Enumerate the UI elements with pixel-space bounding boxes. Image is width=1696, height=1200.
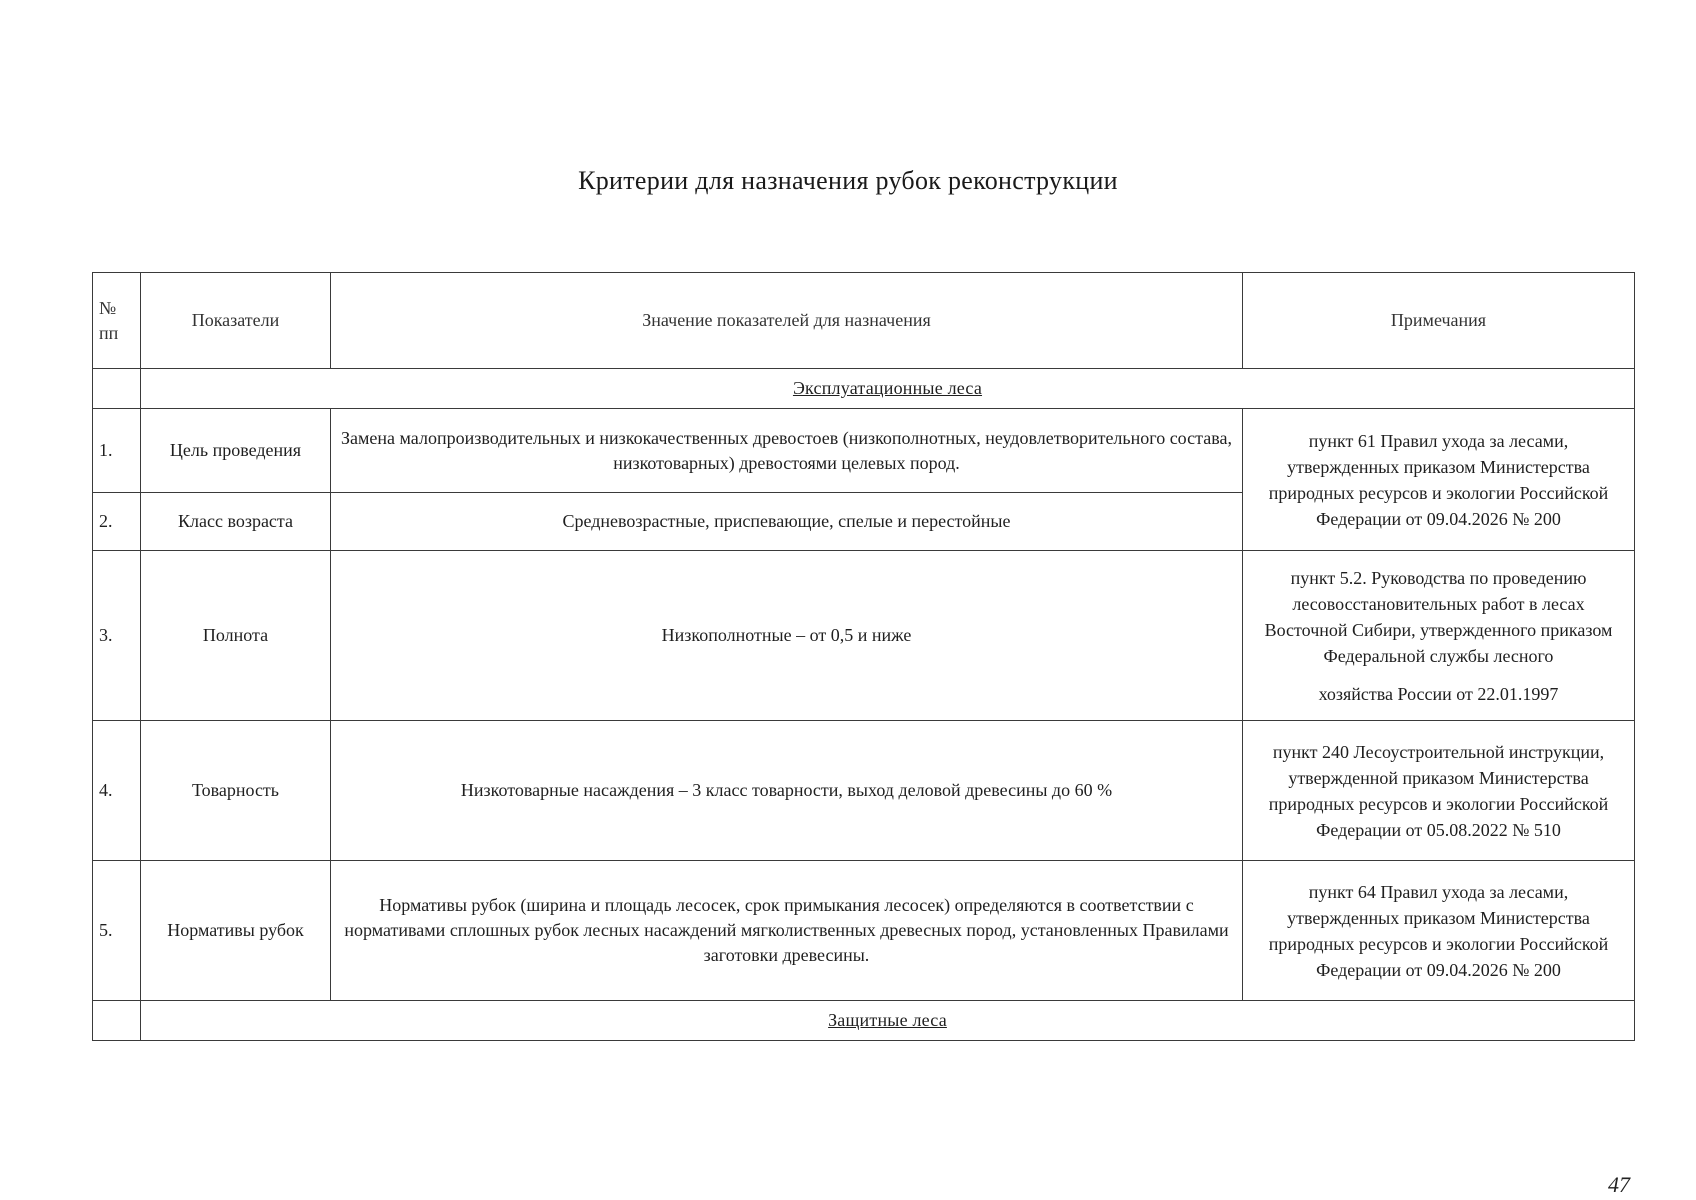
header-notes: Примечания: [1243, 273, 1635, 369]
table-header-row: [93, 273, 1635, 369]
section-row-exploitation: [93, 369, 1635, 409]
row-value: Низкотоварные насаждения – 3 класс товарности, выход деловой древесины до 60 %: [331, 721, 1243, 861]
row-indicator: Полнота: [141, 551, 331, 721]
row-num: 1.: [93, 409, 141, 493]
row-note: пункт 240 Лесоустроительной инструкции, утвержденной приказом Министерства природных ресурсов и экологии Российской Федерации от 05.08.2022 № 510: [1243, 721, 1635, 861]
header-num: № пп: [93, 273, 141, 369]
header-value: Значение показателей для назначения: [331, 273, 1243, 369]
page-number: 47: [1608, 1172, 1630, 1197]
document-title: Критерии для назначения рубок реконструкции: [578, 166, 1118, 195]
row-value: Замена малопроизводительных и низкокачественных древостоев (низкополнотных, неудовлетворительного состава, низкотоварных) древостоями целевых пород.: [331, 409, 1243, 493]
row-num: 4.: [93, 721, 141, 861]
criteria-table: [92, 272, 1635, 1041]
header-indicator: Показатели: [141, 273, 331, 369]
table-row: [93, 551, 1635, 721]
row-indicator: Нормативы рубок: [141, 861, 331, 1001]
row-value: Средневозрастные, приспевающие, спелые и перестойные: [331, 493, 1243, 551]
row-note-main: пункт 5.2. Руководства по проведению лесовосстановительных работ в лесах Восточной Сибири, утвержденного приказом Федеральной службы лесного: [1264, 567, 1613, 666]
row-num: 3.: [93, 551, 141, 721]
table-row: [93, 861, 1635, 1001]
row-num: 2.: [93, 493, 141, 551]
section-title-exploitation: Эксплуатационные леса: [141, 369, 1635, 409]
row-value: Низкополнотные – от 0,5 и ниже: [331, 551, 1243, 721]
table-row: [93, 721, 1635, 861]
section-title-protective: Защитные леса: [141, 1001, 1635, 1041]
row-num: 5.: [93, 861, 141, 1001]
row-note: пункт 61 Правил ухода за лесами, утвержденных приказом Министерства природных ресурсов и экологии Российской Федерации от 09.04.2026 № 200: [1243, 409, 1635, 551]
section-row-protective: [93, 1001, 1635, 1041]
row-value: Нормативы рубок (ширина и площадь лесосек, срок примыкания лесосек) определяются в соответствии с нормативами сплошных рубок лесных насаждений мягколиственных древесных пород, установленных Правилами заготовки древесины.: [331, 861, 1243, 1001]
row-indicator: Товарность: [141, 721, 331, 861]
row-note: пункт 64 Правил ухода за лесами, утвержденных приказом Министерства природных ресурсов и экологии Российской Федерации от 09.04.2026 № 200: [1243, 861, 1635, 1001]
row-indicator: Цель проведения: [141, 409, 331, 493]
row-indicator: Класс возраста: [141, 493, 331, 551]
table-row: [93, 409, 1635, 493]
row-note: [1243, 551, 1635, 721]
row-note-tail: хозяйства России от 22.01.1997: [1318, 683, 1559, 704]
